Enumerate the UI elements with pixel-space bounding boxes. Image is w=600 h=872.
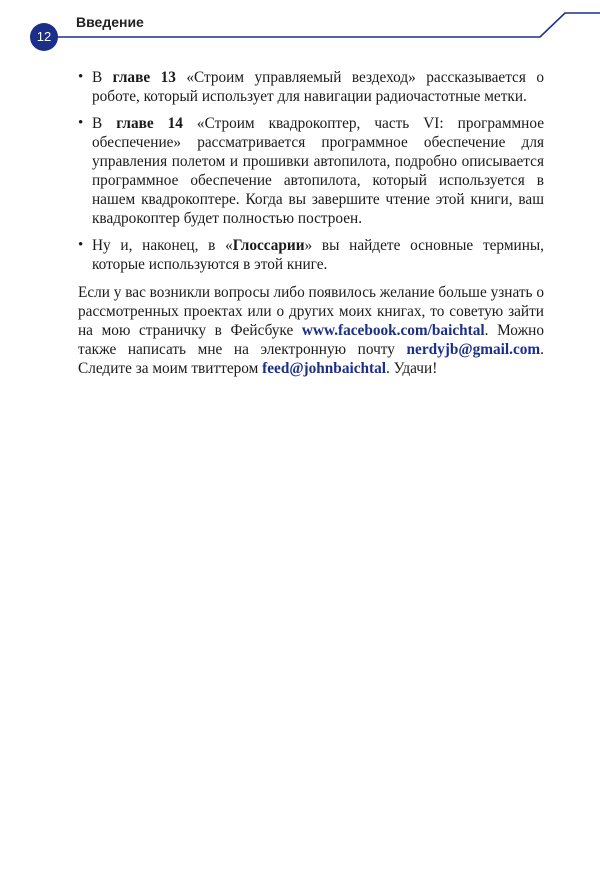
list-item (78, 114, 544, 228)
item-text: «Строим управляемый вездеход» рассказывается о роботе, который использует для навигации радиочастотные метки. (92, 69, 544, 105)
list-item (78, 68, 544, 106)
bullet-icon: • (78, 237, 84, 253)
page-number-badge (30, 23, 58, 51)
twitter-link[interactable]: feed@johnbaichtal (262, 360, 387, 377)
email-link[interactable]: nerdyjb@gmail.com (406, 341, 541, 358)
bullet-icon: • (78, 69, 84, 85)
closing-text: . Удачи! (386, 360, 438, 377)
closing-text: . Следите за моим твиттером (78, 341, 544, 377)
chapter-ref: главе 13 (112, 69, 176, 86)
page-number: 12 (36, 29, 52, 44)
item-text: » вы найдете основные термины, которые используются в этой книге. (92, 237, 544, 273)
section-title: Введение (76, 14, 144, 30)
facebook-link[interactable]: www.facebook.com/baichtal (301, 322, 485, 339)
page-body (78, 68, 544, 378)
list-item (78, 236, 544, 274)
bullet-icon: • (78, 115, 84, 131)
item-prefix: В (92, 69, 113, 86)
item-prefix: В (92, 115, 117, 132)
item-prefix: Ну и, наконец, в « (92, 237, 233, 254)
closing-text: . Можно также написать мне на электронную почту (78, 322, 544, 358)
chapter-ref: главе 14 (116, 115, 183, 132)
chapter-list (78, 68, 544, 274)
item-text: «Строим квадрокоптер, часть VI: программное обеспечение» рассматривается программное обеспечение для управления полетом и прошивки автопилота, подробно описывается программное обеспечение автопилота, который используется в нашем квадрокоптере. Когда вы завершите чтение этой книги, ваш квадрокоптер будет полностью построен. (92, 115, 544, 227)
closing-text: Если у вас возникли вопросы либо появилось желание больше узнать о рассмотренных проектах или о других моих книгах, то советую зайти на мою страничку в Фейсбуке (78, 284, 544, 339)
closing-paragraph (78, 283, 544, 378)
glossary-ref: Глоссарии (232, 237, 305, 254)
